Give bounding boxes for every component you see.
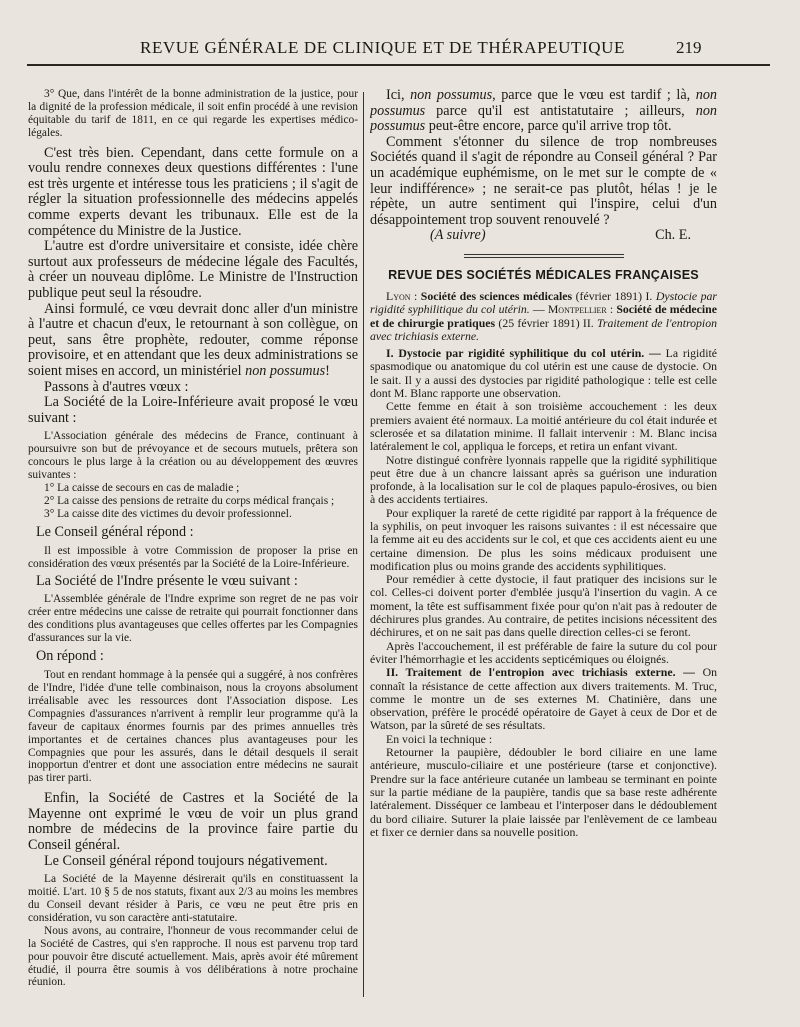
- subheading: On répond :: [36, 648, 104, 665]
- text-run: La rigidité spasmodique ou anatomique du col utérin est une cause de dystocie. On le sait. Il y a aussi des dystocies par rigidité pathologique : telle est celle dont M. Blanc rapporte une observation.: [370, 346, 717, 401]
- signature-line: [370, 228, 717, 244]
- paragraph: [370, 666, 717, 732]
- section-intro: [370, 290, 717, 343]
- text-run: Ici,: [386, 88, 411, 103]
- society-name: Société de médecine et de chirurgie pratiques: [370, 302, 717, 330]
- paragraph: Après l'accouchement, il est préférable de faire la suture du col pour éviter l'hémorrhagie et les accidents septicémiques ou éloignés.: [370, 638, 717, 666]
- column-divider: [363, 92, 364, 997]
- quoted-paragraph: La Société de la Mayenne désirerait qu'ils en constituassent la moitié. L'art. 10 § 5 de nos statuts, fixant aux 2/3 au moins les membres du Conseil devant résider à Paris, ce vœu ne peut être pris en considération, vu son caractère anti-statutaire.: [28, 873, 358, 924]
- text-run: Ainsi formulé, ce vœu devrait donc aller d'un ministre à l'autre et chacun d'eux, le retournant à son collègue, on peut, sans être prophète, redouter, comme réponse provisoire, et en attendant que les deux administrations se soient mises en accord, un ministériel: [28, 300, 358, 379]
- paragraph: Pour remédier à cette dystocie, il faut pratiquer des incisions sur le col. Celles-ci doivent porter d'emblée jusqu'à l'insertion du vagin. A ce moment, la tête est suffisamment fixée pour qu'on n'ait pas à redouter de déchirures plus grandes. Au contraire, de petites incisions nécessitent des déchirures, et on ne sait pas dans quelle direction celles-ci se feront.: [370, 572, 717, 640]
- text-run: , parce que le vœu est tardif ; là,: [492, 88, 696, 103]
- page-header: [0, 38, 800, 62]
- paragraph: [370, 347, 717, 400]
- paragraph: Notre distingué confrère lyonnais rappelle que la rigidité syphilitique peut être due à un chancre laissant après sa guérison une induration profonde, à la localisation sur le col de plaques papulo-érosives, ou bien à des accidents tertiaires.: [370, 452, 717, 507]
- text-run: (25 février 1891) II.: [495, 315, 597, 330]
- paragraph: L'autre est d'ordre universitaire et consiste, idée chère surtout aux professeurs de médecine légale des Facultés, à créer un nouveau diplôme. Le Ministre de l'Instruction publique peut seul la résoudre.: [28, 238, 358, 301]
- paragraph: En voici la technique :: [386, 731, 493, 746]
- header-rule: [27, 64, 770, 66]
- italic-run: non possumus: [370, 102, 717, 135]
- paragraph: 3° Que, dans l'intérêt de la bonne administration de la justice, pour la dignité de la profession médicale, il soit enfin procédé à une revision équitable du tarif de 1811, en ce qui regarde les expertises médico-légales.: [28, 88, 358, 139]
- text-run: (février 1891) I.: [572, 288, 656, 303]
- city: — Montpellier :: [529, 302, 617, 317]
- city: Lyon :: [386, 288, 421, 303]
- subheading: Le Conseil général répond :: [36, 523, 194, 540]
- list-item: 1° La caisse de secours en cas de maladie ;: [44, 481, 240, 494]
- list-item: 3° La caisse dite des victimes du devoir professionnel.: [44, 507, 292, 520]
- italic-run: non possumus: [370, 88, 717, 119]
- paragraph: [28, 302, 358, 380]
- paragraph: C'est très bien. Cependant, dans cette formule on a voulu rendre connexes deux questions différentes : l'une est très urgente et intéresse tous les praticiens ; il s'agit de régler la situation professionnelle des médecins appelés comme experts devant les tribunaux. Elle est de la compétence du Ministre de la Justice.: [28, 144, 358, 239]
- paragraph: Cette femme en était à son troisième accouchement : les deux premiers avaient été normaux. La moitié antérieure du col était indurée et sclerosée et sa dilatation minime. Il fallait intervenir : M. Blanc incisa latéralement le col, appliqua le forceps, et retira un enfant vivant.: [370, 399, 717, 454]
- italic-run: non possumus: [245, 362, 326, 379]
- author-initials: Ch. E.: [655, 227, 691, 244]
- text-run: !: [325, 362, 330, 379]
- section-title: REVUE DES SOCIÉTÉS MÉDICALES FRANÇAISES: [388, 267, 699, 282]
- paragraph: [370, 88, 717, 135]
- running-title: REVUE GÉNÉRALE DE CLINIQUE ET DE THÉRAPEUTIQUE: [140, 38, 625, 57]
- text-run: parce qu'il est antistatutaire ; ailleurs,: [425, 102, 696, 119]
- page-number: 219: [676, 38, 702, 57]
- paragraph: La Société de la Loire-Inférieure avait proposé le vœu suivant :: [28, 394, 358, 426]
- quoted-paragraph: Tout en rendant hommage à la pensée qui a suggéré, à nos confrères de l'Indre, l'idée d'une telle combinaison, nous la croyons absolument irréalisable avec les ressources dont l'Association dispose. Les Compagnies d'assurances n'arrivent à remplir leur programme qu'à la faveur de capitaux énormes fournis par des primes annuelles très importantes et de certaines chances plus avantageuses pour les Compagnies que pour les assurés, dans le détail desquels il serait inopportun d'entrer et dont une association entre médecins ne saurait pas tirer parti.: [28, 669, 358, 785]
- quoted-paragraph: L'Association générale des médecins de France, continuant à poursuivre son but de prévoyance et de secours mutuels, prêtera son concours le plus large à la création ou au développement des œuvres suivantes :: [28, 430, 358, 482]
- quoted-paragraph: Nous avons, au contraire, l'honneur de vous recommander celui de la Société de Castres, qui s'en rapproche. Il nous est parvenu trop tard pour pouvoir être discuté actuellement. Mais, après avoir été mûrement étudié, il pourra être soumis à vos délibérations à notre prochaine réunion.: [28, 924, 358, 989]
- paragraph: Retourner la paupière, dédoubler le bord ciliaire en une lame antérieure, musculo-ciliaire et une postérieure (tarse et conjonctive). Prendre sur la face antérieure cutanée un lambeau se terminant en pointe sur la partie médiane de la paupière, tandis que sa base reste adhérente latéralement. Disséquer ce lambeau et l'interposer dans le dédoublement du bord ciliaire. Suturer la plaie laissée par l'enlèvement de ce lambeau et fixer ce dernier dans sa nouvelle position.: [370, 745, 717, 839]
- paragraph: Passons à d'autres vœux :: [44, 378, 189, 395]
- quoted-paragraph: L'Assemblée générale de l'Indre exprime son regret de ne pas voir créer entre médecins une caisse de retraite qui pourrait fonctionner dans des conditions plus avantageuses que celles offertes par les Compagnies d'assurances sur la vie.: [28, 593, 358, 645]
- left-column: [28, 88, 358, 1008]
- right-column: [370, 88, 717, 1008]
- subheading: La Société de l'Indre présente le vœu suivant :: [36, 573, 298, 590]
- text-run: peut-être encore, parce qu'il arrive trop tôt.: [425, 118, 672, 135]
- to-be-continued: (A suivre): [430, 227, 486, 244]
- paragraph: Pour expliquer la rareté de cette rigidité par rapport à la fréquence de la syphilis, on peut invoquer les raisons suivantes : il est nécessaire que la femme ait eu des accidents sur le col, et que ces accidents aient eu une certaine dimension. De plus les soins médicaux produisent une modification plus ou moins grande des accidents syphilitiques.: [370, 505, 717, 573]
- article-title: Dystocie par rigidité syphilitique du col utérin.: [370, 288, 717, 317]
- paragraph: Comment s'étonner du silence de trop nombreuses Sociétés quand il s'agit de répondre au Conseil général ? Par un académique euphémisme, on le met sur le compte de « leur indifférence» ; ne serait-ce pas plutôt, hélas ! je le répète, un autre sentiment qui l'inspire, celui d'un désappointement trop souvent renouvelé ?: [370, 133, 717, 228]
- paragraph: Le Conseil général répond toujours négativement.: [44, 852, 328, 869]
- article-title: Traitement de l'entropion avec trichiasis externe.: [370, 315, 717, 343]
- article-heading: I. Dystocie par rigidité syphilitique du col utérin. —: [386, 346, 661, 361]
- section-rule: [464, 254, 624, 258]
- society-name: Société des sciences médicales: [420, 288, 573, 303]
- italic-run: non possumus: [410, 88, 493, 103]
- quoted-paragraph: Il est impossible à votre Commission de proposer la prise en considération des vœux présentés par la Société de la Loire-Inférieure.: [28, 544, 358, 570]
- text-run: On connaît la résistance de cette affection aux divers traitements. M. Truc, comme le montre un de ses externes M. Chatinière, dans une observation, préfère le procédé opératoire de Gayet à ceux de Dor et de Watson, par la sûreté de ses résultats.: [370, 665, 717, 733]
- article-heading: II. Traitement de l'entropion avec trichiasis externe. —: [386, 665, 695, 680]
- list-item: 2° La caisse des pensions de retraite du corps médical français ;: [44, 494, 335, 507]
- paragraph: Enfin, la Société de Castres et la Société de la Mayenne ont exprimé le vœu de voir un plus grand nombre de médecins de la province faire partie du Conseil général.: [28, 790, 358, 854]
